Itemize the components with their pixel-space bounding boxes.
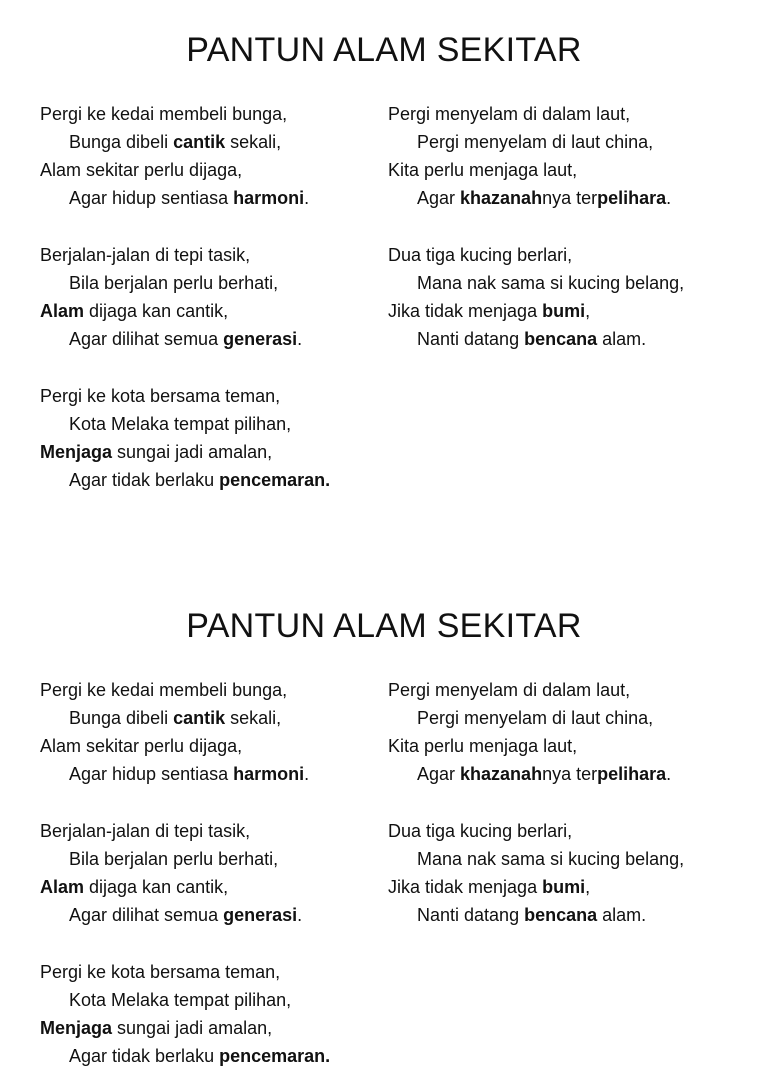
pantun-line (40, 704, 309, 732)
bold-word: pencemaran. (219, 1046, 331, 1066)
pantun-line (388, 325, 684, 353)
pantun-line (40, 986, 330, 1014)
line-text: Agar (417, 188, 461, 208)
pantun-stanza (388, 241, 684, 353)
line-text: , (585, 301, 591, 321)
bold-word: harmoni (233, 188, 305, 208)
line-text: Nanti datang (417, 905, 525, 925)
pantun-line (40, 100, 309, 128)
bold-word: pelihara (597, 764, 667, 784)
pantun-line (40, 438, 330, 466)
bold-word: generasi (223, 329, 298, 349)
line-text: Pergi menyelam di dalam laut, (388, 104, 631, 124)
line-text: Agar tidak berlaku (69, 1046, 220, 1066)
pantun-stanza (40, 241, 302, 353)
pantun-line (388, 845, 684, 873)
pantun-line (388, 241, 684, 269)
line-text: nya ter (542, 188, 598, 208)
line-text: Dua tiga kucing berlari, (388, 821, 573, 841)
bold-word: pencemaran. (219, 470, 331, 490)
pantun-stanza (40, 817, 302, 929)
pantun-line (40, 382, 330, 410)
pantun-line (40, 873, 302, 901)
line-text: Berjalan-jalan di tepi tasik, (40, 821, 251, 841)
pantun-line (40, 184, 309, 212)
line-text: . (666, 764, 672, 784)
line-text: . (304, 764, 310, 784)
bold-word: Alam (40, 877, 85, 897)
pantun-line (40, 958, 330, 986)
line-text: Berjalan-jalan di tepi tasik, (40, 245, 251, 265)
line-text: Jika tidak menjaga (388, 301, 543, 321)
line-text: alam. (597, 905, 647, 925)
bold-word: cantik (173, 708, 226, 728)
pantun-line (40, 269, 302, 297)
line-text: Bila berjalan perlu berhati, (69, 273, 279, 293)
line-text: alam. (597, 329, 647, 349)
pantun-line (40, 1042, 330, 1070)
line-text: Pergi ke kedai membeli bunga, (40, 680, 288, 700)
pantun-line (40, 901, 302, 929)
pantun-line (388, 704, 671, 732)
line-text: Dua tiga kucing berlari, (388, 245, 573, 265)
line-text: Pergi ke kota bersama teman, (40, 962, 281, 982)
bold-word: khazanah (460, 764, 543, 784)
pantun-line (388, 760, 671, 788)
pantun-line (388, 100, 671, 128)
bold-word: harmoni (233, 764, 305, 784)
pantun-stanza (40, 958, 330, 1070)
pantun-stanza (388, 100, 671, 212)
line-text: Jika tidak menjaga (388, 877, 543, 897)
pantun-line (388, 901, 684, 929)
pantun-line (40, 817, 302, 845)
line-text: Bunga dibeli (69, 708, 174, 728)
line-text: Bunga dibeli (69, 132, 174, 152)
line-text: . (666, 188, 672, 208)
page-title: PANTUN ALAM SEKITAR (186, 607, 582, 645)
line-text: Kita perlu menjaga laut, (388, 736, 578, 756)
line-text: Pergi ke kota bersama teman, (40, 386, 281, 406)
pantun-line (40, 760, 309, 788)
line-text: Bila berjalan perlu berhati, (69, 849, 279, 869)
pantun-line (388, 873, 684, 901)
line-text: Agar hidup sentiasa (69, 188, 234, 208)
page-title: PANTUN ALAM SEKITAR (186, 31, 582, 69)
bold-word: Alam (40, 301, 85, 321)
pantun-line (40, 732, 309, 760)
pantun-line (40, 466, 330, 494)
pantun-line (40, 325, 302, 353)
pantun-stanza (40, 382, 330, 494)
line-text: Agar hidup sentiasa (69, 764, 234, 784)
line-text: dijaga kan cantik, (84, 301, 229, 321)
pantun-line (40, 410, 330, 438)
line-text: , (585, 877, 591, 897)
line-text: Kita perlu menjaga laut, (388, 160, 578, 180)
pantun-line (388, 269, 684, 297)
pantun-line (388, 156, 671, 184)
line-text: Alam sekitar perlu dijaga, (40, 736, 243, 756)
bold-word: bencana (524, 905, 598, 925)
line-text: Agar dilihat semua (69, 905, 224, 925)
pantun-line (40, 156, 309, 184)
pantun-line (388, 676, 671, 704)
line-text: Pergi menyelam di laut china, (417, 708, 654, 728)
line-text: Mana nak sama si kucing belang, (417, 273, 685, 293)
pantun-line (388, 184, 671, 212)
line-text: sekali, (225, 708, 282, 728)
bold-word: bencana (524, 329, 598, 349)
bold-word: bumi (542, 877, 586, 897)
line-text: Agar dilihat semua (69, 329, 224, 349)
pantun-line (388, 128, 671, 156)
pantun-line (40, 241, 302, 269)
line-text: Pergi menyelam di laut china, (417, 132, 654, 152)
bold-word: bumi (542, 301, 586, 321)
pantun-line (40, 676, 309, 704)
pantun-stanza (388, 817, 684, 929)
line-text: . (304, 188, 310, 208)
bold-word: Menjaga (40, 1018, 113, 1038)
pantun-line (40, 845, 302, 873)
line-text: Kota Melaka tempat pilihan, (69, 414, 292, 434)
pantun-line (388, 297, 684, 325)
line-text: . (297, 329, 303, 349)
line-text: sekali, (225, 132, 282, 152)
bold-word: khazanah (460, 188, 543, 208)
line-text: Nanti datang (417, 329, 525, 349)
bold-word: pelihara (597, 188, 667, 208)
line-text: Agar tidak berlaku (69, 470, 220, 490)
line-text: nya ter (542, 764, 598, 784)
line-text: dijaga kan cantik, (84, 877, 229, 897)
line-text: sungai jadi amalan, (112, 442, 273, 462)
pantun-line (388, 732, 671, 760)
line-text: sungai jadi amalan, (112, 1018, 273, 1038)
pantun-stanza (40, 100, 309, 212)
line-text: Alam sekitar perlu dijaga, (40, 160, 243, 180)
bold-word: Menjaga (40, 442, 113, 462)
line-text: Agar (417, 764, 461, 784)
pantun-stanza (388, 676, 671, 788)
pantun-line (388, 817, 684, 845)
pantun-line (40, 1014, 330, 1042)
line-text: Kota Melaka tempat pilihan, (69, 990, 292, 1010)
bold-word: generasi (223, 905, 298, 925)
line-text: Pergi menyelam di dalam laut, (388, 680, 631, 700)
pantun-stanza (40, 676, 309, 788)
pantun-line (40, 128, 309, 156)
bold-word: cantik (173, 132, 226, 152)
pantun-line (40, 297, 302, 325)
line-text: . (297, 905, 303, 925)
line-text: Mana nak sama si kucing belang, (417, 849, 685, 869)
line-text: Pergi ke kedai membeli bunga, (40, 104, 288, 124)
